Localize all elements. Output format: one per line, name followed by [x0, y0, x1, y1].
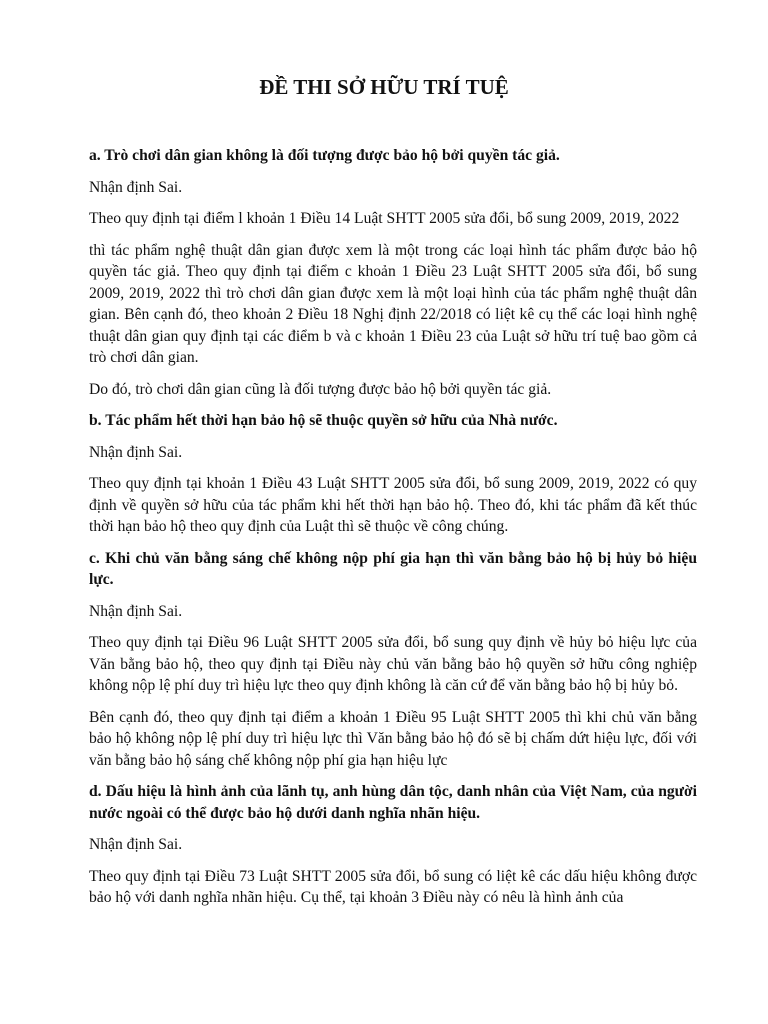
- document-body: [89, 145, 697, 919]
- question-heading: b. Tác phẩm hết thời hạn bảo hộ sẽ thuộc quyền sở hữu của Nhà nước.: [89, 412, 558, 429]
- body-paragraph: Nhận định Sai.: [89, 602, 183, 620]
- body-paragraph: Bên cạnh đó, theo quy định tại điểm a khoản 1 Điều 95 Luật SHTT 2005 thì khi chủ văn bằng bảo hộ không nộp lệ phí duy trì hiệu lực thì Văn bằng bảo hộ đó sẽ bị chấm dứt hiệu lực, đối với văn bằng bảo hộ sáng chế không nộp phí gia hạn hiệu lực: [89, 708, 697, 769]
- body-paragraph: Do đó, trò chơi dân gian cũng là đối tượng được bảo hộ bởi quyền tác giả.: [89, 380, 552, 398]
- body-paragraph: Theo quy định tại Điều 73 Luật SHTT 2005 sửa đổi, bổ sung có liệt kê các dấu hiệu không được bảo hộ với danh nghĩa nhãn hiệu. Cụ thể, tại khoản 3 Điều này có nêu là hình ảnh của: [89, 867, 697, 906]
- question-heading: a. Trò chơi dân gian không là đối tượng được bảo hộ bởi quyền tác giả.: [89, 147, 560, 164]
- question-heading: c. Khi chủ văn bằng sáng chế không nộp phí gia hạn thì văn bằng bảo hộ bị hủy bỏ hiệu lực.: [89, 549, 697, 588]
- body-paragraph: Theo quy định tại điểm l khoản 1 Điều 14 Luật SHTT 2005 sửa đổi, bổ sung 2009, 2019, 2022: [89, 210, 680, 227]
- body-paragraph: Theo quy định tại khoản 1 Điều 43 Luật SHTT 2005 sửa đổi, bổ sung 2009, 2019, 2022 có quy định về quyền sở hữu của tác phẩm khi hết thời hạn bảo hộ. Theo đó, khi tác phẩm đã kết thúc thời hạn bảo hộ theo quy định của Luật thì sẽ thuộc về công chúng.: [89, 475, 697, 535]
- body-paragraph: Nhận định Sai.: [89, 443, 183, 461]
- page-title: ĐỀ THI SỞ HỮU TRÍ TUỆ: [259, 75, 509, 99]
- body-paragraph: Nhận định Sai.: [89, 836, 183, 853]
- body-paragraph: Nhận định Sai.: [89, 178, 183, 196]
- question-heading: d. Dấu hiệu là hình ảnh của lãnh tụ, anh hùng dân tộc, danh nhân của Việt Nam, của người nước ngoài có thể được bảo hộ dưới danh nghĩa nhãn hiệu.: [89, 783, 697, 822]
- body-paragraph: Theo quy định tại Điều 96 Luật SHTT 2005 sửa đổi, bổ sung quy định về hủy bỏ hiệu lực của Văn bằng bảo hộ, theo quy định tại Điều này chủ văn bằng bảo hộ quyền sở hữu công nghiệp không nộp lệ phí duy trì hiệu lực theo quy định không là căn cứ để văn bằng bảo hộ bị hủy bỏ.: [89, 634, 697, 694]
- body-paragraph: thì tác phẩm nghệ thuật dân gian được xem là một trong các loại hình tác phẩm được bảo hộ quyền tác giả. Theo quy định tại điểm c khoản 1 Điều 23 Luật SHTT 2005 sửa đổi, bổ sung 2009, 2019, 2022 thì trò chơi dân gian được xem là một loại hình của tác phẩm nghệ thuật dân gian. Bên cạnh đó, theo khoản 2 Điều 18 Nghị định 22/2018 có liệt kê cụ thể các loại hình nghệ thuật dân gian quy định tại các điểm b và c khoản 1 Điều 23 của Luật sở hữu trí tuệ bao gồm cả trò chơi dân gian.: [89, 241, 697, 366]
